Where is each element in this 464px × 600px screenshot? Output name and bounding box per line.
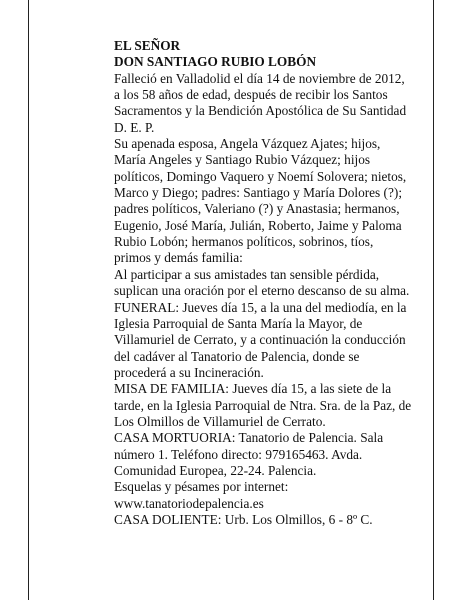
text-line: número 1. Teléfono directo: 979165463. Avda. bbox=[114, 446, 363, 462]
text-line: CASA DOLIENTE: Urb. Los Olmillos, 6 - 8º C. bbox=[114, 511, 373, 527]
text-line: CASA MORTUORIA: Tanatorio de Palencia. Sala bbox=[114, 430, 384, 446]
obituary-title-line-1: EL SEÑOR bbox=[114, 38, 181, 53]
text-line: Su apenada esposa, Angela Vázquez Ajates; hijos, bbox=[114, 136, 381, 152]
text-line: Esquelas y pésames por internet: bbox=[114, 479, 289, 495]
text-line: Villamuriel de Cerrato, y a continuación la conducción bbox=[114, 332, 406, 348]
text-line: suplican una oración por el eterno descanso de su alma. bbox=[114, 283, 410, 299]
text-line: del cadáver al Tanatorio de Palencia, donde se bbox=[114, 348, 360, 364]
text-line: D. E. P. bbox=[114, 119, 155, 135]
text-line: Comunidad Europea, 22-24. Palencia. bbox=[114, 462, 317, 478]
text-line: Al participar a sus amistades tan sensible pérdida, bbox=[114, 266, 380, 282]
text-line: FUNERAL: Jueves día 15, a la una del mediodía, en la bbox=[114, 299, 407, 315]
text-line: Rubio Lobón; hermanos políticos, sobrinos, tíos, bbox=[114, 234, 374, 250]
text-line: padres políticos, Valeriano (?) y Anastasia; hermanos, bbox=[114, 201, 400, 217]
website-link[interactable]: www.tanatoriodepalencia.es bbox=[114, 495, 264, 511]
text-line: Los Olmillos de Villamuriel de Cerrato. bbox=[114, 413, 326, 429]
text-line: tarde, en la Iglesia Parroquial de Ntra. Sra. de la Paz, de bbox=[114, 397, 412, 413]
text-line: primos y demás familia: bbox=[114, 250, 243, 266]
text-line: Iglesia Parroquial de Santa María la Mayor, de bbox=[114, 315, 363, 331]
text-line: políticos, Domingo Vaquero y Noemí Solovera; nietos, bbox=[114, 168, 407, 184]
text-line: Marco y Diego; padres: Santiago y María Dolores (?); bbox=[114, 185, 403, 201]
text-line: MISA DE FAMILIA: Jueves día 15, a las siete de la bbox=[114, 381, 392, 397]
text-line: Sacramentos y la Bendición Apostólica de Su Santidad bbox=[114, 103, 407, 119]
text-line: a los 58 años de edad, después de recibir los Santos bbox=[114, 87, 388, 103]
text-line: María Angeles y Santiago Rubio Vázquez; hijos bbox=[114, 152, 371, 168]
text-line: procederá a su Incineración. bbox=[114, 364, 264, 380]
text-line: Falleció en Valladolid el día 14 de noviembre de 2012, bbox=[114, 70, 405, 86]
obituary-title-line-2: DON SANTIAGO RUBIO LOBÓN bbox=[114, 54, 317, 70]
text-line: Eugenio, José María, Julián, Roberto, Jaime y Paloma bbox=[114, 217, 402, 233]
obituary-notice bbox=[114, 38, 418, 528]
